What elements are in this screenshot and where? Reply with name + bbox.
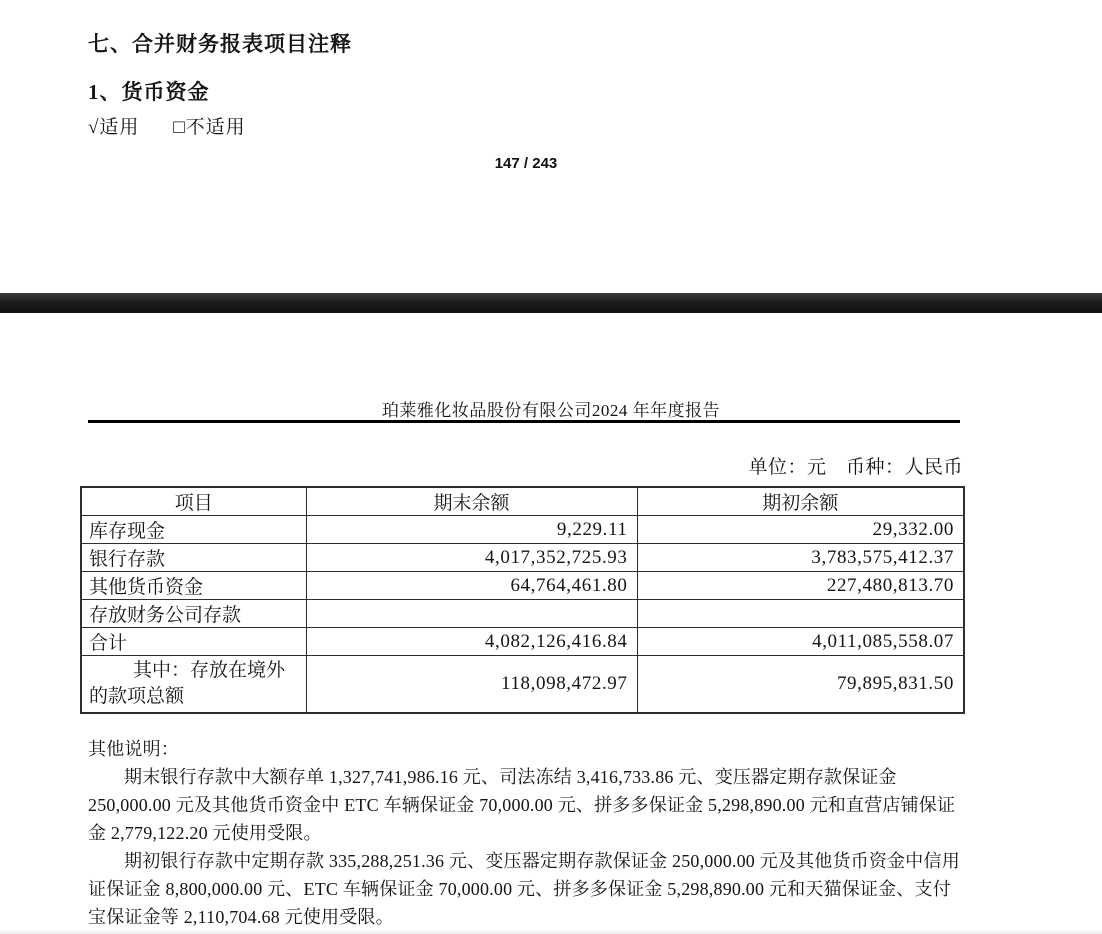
row-beginning-value: 4,011,085,558.07: [637, 628, 964, 656]
table-row: [81, 516, 964, 544]
section-heading: 七、合并财务报表项目注释: [88, 32, 352, 56]
other-notes-section: [88, 735, 964, 931]
table-row: [81, 628, 964, 656]
col-header-beginning-balance: 期初余额: [637, 487, 964, 516]
row-ending-value: 118,098,472.97: [306, 656, 637, 714]
not-applicable-unchecked-option: □不适用: [173, 117, 246, 138]
row-item-label: 其他货币资金: [81, 572, 306, 600]
monetary-funds-table: [80, 486, 965, 714]
subsection-heading: 1、货币资金: [88, 80, 210, 104]
table-row: [81, 572, 964, 600]
applicability-line: [88, 112, 246, 139]
table-row: [81, 544, 964, 572]
row-ending-value: 64,764,461.80: [306, 572, 637, 600]
row-ending-value: [306, 600, 637, 628]
report-title: 珀莱雅化妆品股份有限公司2024 年年度报告: [381, 401, 721, 420]
row-item-label: 其中：存放在境外的款项总额: [81, 656, 306, 714]
notes-label: 其他说明：: [88, 739, 179, 759]
table-row: [81, 600, 964, 628]
page-number-indicator: 147 / 243: [494, 155, 558, 172]
col-header-ending-balance: 期末余额: [306, 487, 637, 516]
row-beginning-value: 3,783,575,412.37: [637, 544, 964, 572]
table-header-row: [81, 487, 964, 516]
note-paragraph-ending: 期末银行存款中大额存单 1,327,741,986.16 元、司法冻结 3,416,733.86 元、变压器定期存款保证金 250,000.00 元及其他货币资金中 ETC 车辆保证金 70,000.00 元、拼多多保证金 5,298,890.00 元和直营店铺保证金 2,779,122.20 元使用受限。: [88, 767, 956, 843]
row-item-label: 存放财务公司存款: [81, 600, 306, 628]
table-row: [81, 656, 964, 714]
row-ending-value: 9,229.11: [306, 516, 637, 544]
applicable-checked-option: √适用: [88, 117, 140, 138]
unit-currency-line: 单位：元 币种：人民币: [748, 457, 963, 478]
row-item-label: 合计: [81, 628, 306, 656]
row-ending-value: 4,082,126,416.84: [306, 628, 637, 656]
bottom-page-edge-shade: [0, 929, 1102, 934]
col-header-item: 项目: [81, 487, 306, 516]
row-item-label: 银行存款: [81, 544, 306, 572]
row-ending-value: 4,017,352,725.93: [306, 544, 637, 572]
row-item-label: 库存现金: [81, 516, 306, 544]
page-separator-bar: [0, 293, 1102, 313]
row-beginning-value: 79,895,831.50: [637, 656, 964, 714]
title-underline-rule: [88, 420, 960, 423]
row-beginning-value: 29,332.00: [637, 516, 964, 544]
note-paragraph-beginning: 期初银行存款中定期存款 335,288,251.36 元、变压器定期存款保证金 250,000.00 元及其他货币资金中信用证保证金 8,800,000.00 元、ETC 车辆保证金 70,000.00 元、拼多多保证金 5,298,890.00 元和天猫保证金、支付宝保证金等 2,110,704.68 元使用受限。: [88, 851, 960, 927]
row-beginning-value: 227,480,813.70: [637, 572, 964, 600]
row-beginning-value: [637, 600, 964, 628]
